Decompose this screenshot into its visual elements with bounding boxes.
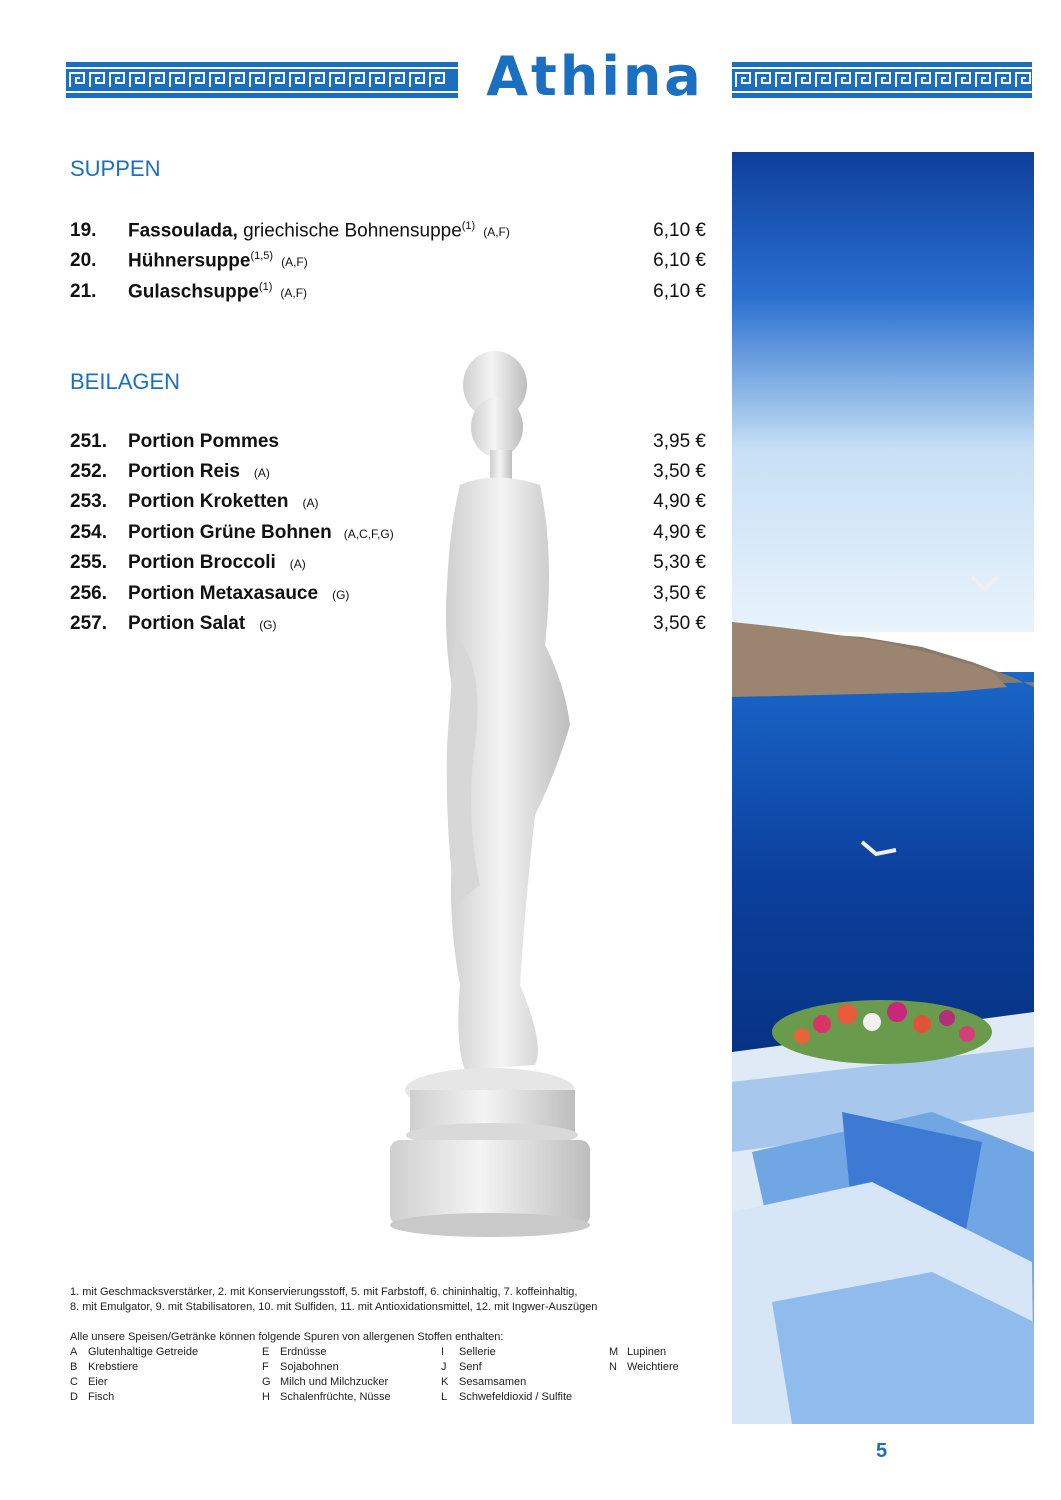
greek-key-motif xyxy=(876,73,890,87)
restaurant-logo xyxy=(470,42,720,112)
greek-key-motif xyxy=(270,73,284,87)
menu-item-253 xyxy=(70,491,706,519)
menu-item-257 xyxy=(70,613,706,641)
greek-key-motif xyxy=(736,73,750,87)
item-price: 4,90 € xyxy=(653,522,706,543)
greek-key-motif xyxy=(756,73,770,87)
item-price: 6,10 € xyxy=(653,281,706,302)
greek-key-motif xyxy=(170,73,184,87)
item-number: 20. xyxy=(70,250,97,271)
greek-key-motif xyxy=(836,73,850,87)
greek-key-band-left xyxy=(66,62,458,98)
item-allergens: (A) xyxy=(253,466,270,480)
item-price: 4,90 € xyxy=(653,491,706,512)
greek-key-motif xyxy=(350,73,364,87)
greek-key-motif xyxy=(310,73,324,87)
item-number: 253. xyxy=(70,491,107,512)
allergen-item: L Schwefeldioxid / Sulfite xyxy=(441,1391,573,1403)
item-allergens: (A,C,F,G) xyxy=(343,527,394,541)
item-number: 252. xyxy=(70,461,107,482)
item-number: 257. xyxy=(70,613,107,634)
item-name-bold: Hühnersuppe xyxy=(128,250,251,272)
suppen-section-title: SUPPEN xyxy=(70,156,161,181)
greek-key-band-right xyxy=(732,62,1032,98)
item-name xyxy=(128,522,394,544)
greek-key-motif xyxy=(390,73,404,87)
item-name-bold: Portion Salat xyxy=(128,613,246,634)
greek-key-motif xyxy=(330,73,344,87)
logo-text: Athina xyxy=(486,45,704,108)
item-name xyxy=(128,491,318,513)
item-name xyxy=(128,613,277,635)
allergen-item: F Sojabohnen xyxy=(262,1361,339,1373)
greek-key-motif xyxy=(856,73,870,87)
item-name-bold: Fassoulada, xyxy=(128,220,238,242)
item-name xyxy=(128,250,308,272)
beilagen-section-title: BEILAGEN xyxy=(70,369,181,394)
item-name-bold: Portion Kroketten xyxy=(128,491,289,512)
greek-key-motif xyxy=(996,73,1010,87)
item-allergens: (A,F) xyxy=(483,225,510,240)
item-allergens: (A,F) xyxy=(281,255,308,270)
item-number: 21. xyxy=(70,281,97,302)
menu-item-21 xyxy=(70,281,706,309)
allergen-item: I Sellerie xyxy=(441,1346,496,1358)
greek-key-motif xyxy=(230,73,244,87)
greek-key-motif xyxy=(370,73,384,87)
greek-key-pattern-left xyxy=(66,69,458,91)
item-name-bold: Portion Broccoli xyxy=(128,552,276,573)
greek-key-motif xyxy=(90,73,104,87)
allergen-intro: Alle unsere Speisen/Getränke können folgende Spuren von allergenen Stoffen enthalten: xyxy=(70,1331,504,1343)
item-price: 6,10 € xyxy=(653,250,706,271)
page-number: 5 xyxy=(876,1440,888,1462)
greek-key-motif xyxy=(976,73,990,87)
allergen-item: G Milch und Milchzucker xyxy=(262,1376,389,1388)
item-number: 251. xyxy=(70,431,107,452)
greek-key-motif xyxy=(776,73,790,87)
item-allergens: (A) xyxy=(289,557,306,571)
menu-item-252 xyxy=(70,461,706,489)
item-price: 3,50 € xyxy=(653,461,706,482)
greek-key-motif xyxy=(110,73,124,87)
greek-key-pattern-right xyxy=(732,69,1032,91)
menu-item-251 xyxy=(70,431,706,459)
item-additive-sup: (1) xyxy=(461,220,476,232)
greek-key-motif xyxy=(150,73,164,87)
footnote-line-2: 8. mit Emulgator, 9. mit Stabilisatoren, 10. mit Sulfiden, 11. mit Antioxidationsmittel, 12. mit Ingwer-Auszügen xyxy=(70,1301,598,1313)
menu-item-256 xyxy=(70,583,706,611)
menu-item-19 xyxy=(70,220,706,248)
greek-key-motif xyxy=(250,73,264,87)
item-price: 3,50 € xyxy=(653,583,706,604)
item-name xyxy=(128,461,270,483)
item-name-bold: Portion Pommes xyxy=(128,431,279,452)
allergen-item: D Fisch xyxy=(70,1391,115,1403)
item-number: 19. xyxy=(70,220,97,241)
item-price: 6,10 € xyxy=(653,220,706,241)
allergen-item: K Sesamsamen xyxy=(441,1376,527,1388)
item-name xyxy=(128,220,510,242)
item-additive-sup: (1,5) xyxy=(250,250,274,262)
greek-key-motif xyxy=(936,73,950,87)
item-name xyxy=(128,281,307,303)
menu-item-20 xyxy=(70,250,706,278)
item-number: 254. xyxy=(70,522,107,543)
item-allergens: (A) xyxy=(302,496,319,510)
greek-key-motif xyxy=(290,73,304,87)
greek-key-motif xyxy=(430,73,444,87)
greek-key-motif xyxy=(190,73,204,87)
allergen-item: A Glutenhaltige Getreide xyxy=(70,1346,199,1358)
greek-key-motif xyxy=(916,73,930,87)
item-name-rest: griechische Bohnensuppe xyxy=(237,220,462,242)
greek-key-motif xyxy=(410,73,424,87)
allergen-item: H Schalenfrüchte, Nüsse xyxy=(262,1391,391,1403)
footnote-line-1: 1. mit Geschmacksverstärker, 2. mit Konservierungsstoff, 5. mit Farbstoff, 6. chininhaltig, 7. koffeinhaltig, xyxy=(70,1286,578,1298)
additives-footnotes xyxy=(70,1285,597,1315)
allergen-item: M Lupinen xyxy=(609,1346,667,1358)
greek-key-motif xyxy=(956,73,970,87)
item-name-bold: Gulaschsuppe xyxy=(128,281,259,303)
item-name xyxy=(128,583,349,605)
item-name xyxy=(128,431,279,453)
allergen-item: C Eier xyxy=(70,1376,108,1388)
item-allergens: (G) xyxy=(332,588,350,602)
item-name xyxy=(128,552,306,574)
item-name-bold: Portion Grüne Bohnen xyxy=(128,522,332,543)
greek-key-motif xyxy=(896,73,910,87)
greek-sea-painting xyxy=(732,152,1034,1424)
item-price: 3,50 € xyxy=(653,613,706,634)
greek-key-motif xyxy=(816,73,830,87)
greek-key-motif xyxy=(1016,73,1030,87)
item-price: 3,95 € xyxy=(653,431,706,452)
item-allergens: (G) xyxy=(259,618,277,632)
greek-key-motif xyxy=(796,73,810,87)
menu-item-254 xyxy=(70,522,706,550)
greek-key-motif xyxy=(210,73,224,87)
item-name-bold: Portion Reis xyxy=(128,461,240,482)
item-name-bold: Portion Metaxasauce xyxy=(128,583,319,604)
item-allergens: (A,F) xyxy=(280,286,308,301)
greek-key-motif xyxy=(130,73,144,87)
item-additive-sup: (1) xyxy=(258,281,273,293)
item-price: 5,30 € xyxy=(653,552,706,573)
allergen-item: E Erdnüsse xyxy=(262,1346,327,1358)
greek-key-motif xyxy=(70,73,84,87)
menu-item-255 xyxy=(70,552,706,580)
allergen-item: J Senf xyxy=(441,1361,482,1373)
item-number: 255. xyxy=(70,552,107,573)
allergen-item: B Krebstiere xyxy=(70,1361,139,1373)
item-number: 256. xyxy=(70,583,107,604)
allergen-item: N Weichtiere xyxy=(609,1361,679,1373)
